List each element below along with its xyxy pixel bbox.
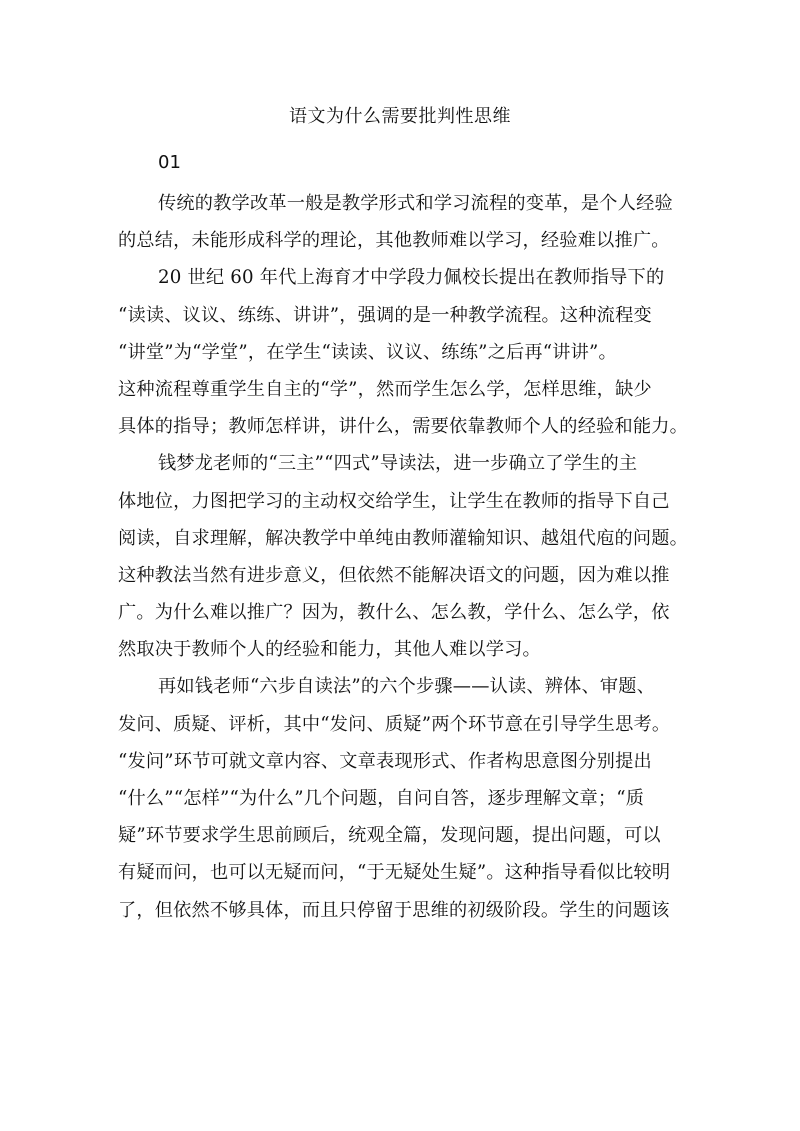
section-number: 01: [158, 152, 181, 173]
paragraph-line: 的总结，未能形成科学的理论，其他教师难以学习，经验难以推广。: [118, 230, 670, 252]
paragraph-line: 体地位，力图把学习的主动权交给学生，让学生在教师的指导下自己: [118, 490, 670, 512]
paragraph-line: 阅读，自求理解，解决教学中单纯由教师灌输知识、越俎代庖的问题。: [118, 527, 689, 549]
paragraph-line: 了，但依然不够具体，而且只停留于思维的初级阶段。学生的问题该: [118, 899, 670, 921]
paragraph-line: “发问”环节可就文章内容、文章表现形式、作者构思意图分别提出: [118, 750, 652, 772]
paragraph-line: 然取决于教师个人的经验和能力，其他人难以学习。: [118, 639, 541, 661]
document-title: 语文为什么需要批判性思维: [289, 106, 511, 127]
paragraph-line: 广。为什么难以推广？因为，教什么、怎么教，学什么、怎么学，依: [118, 602, 670, 624]
paragraph-line: “读读、议议、练练、讲讲”，强调的是一种教学流程。这种流程变: [118, 304, 652, 326]
paragraph-line: 20 世纪 60 年代上海育才中学段力佩校长提出在教师指导下的: [158, 267, 665, 289]
paragraph-line: 这种流程尊重学生自主的“学”，然而学生怎么学，怎样思维，缺少: [118, 378, 652, 400]
paragraph-line: 疑”环节要求学生思前顾后，统观全篇，发现问题，提出问题，可以: [118, 825, 661, 847]
paragraph-line: 发问、质疑、评析，其中“发问、质疑”两个环节意在引导学生思考。: [118, 713, 671, 735]
paragraph-line: “什么”“怎样”“为什么”几个问题，自问自答，逐步理解文章；“质: [118, 788, 645, 809]
paragraph-line: 传统的教学改革一般是教学形式和学习流程的变革，是个人经验: [158, 193, 673, 214]
paragraph-line: 具体的指导；教师怎样讲，讲什么，需要依靠教师个人的经验和能力。: [118, 416, 689, 438]
paragraph-line: 这种教法当然有进步意义，但依然不能解决语文的问题，因为难以推: [118, 564, 670, 586]
paragraph-line: 钱梦龙老师的“三主”“四式”导读法，进一步确立了学生的主: [158, 453, 638, 475]
paragraph-line: 再如钱老师“六步自读法”的六个步骤——认读、辨体、审题、: [158, 676, 656, 698]
document-body: [118, 185, 689, 929]
paragraph-line: “讲堂”为“学堂”，在学生“读读、议议、练练”之后再“讲讲”。: [118, 341, 617, 363]
paragraph-line: 有疑而问，也可以无疑而问，“于无疑处生疑”。这种指导看似比较明: [118, 862, 671, 884]
